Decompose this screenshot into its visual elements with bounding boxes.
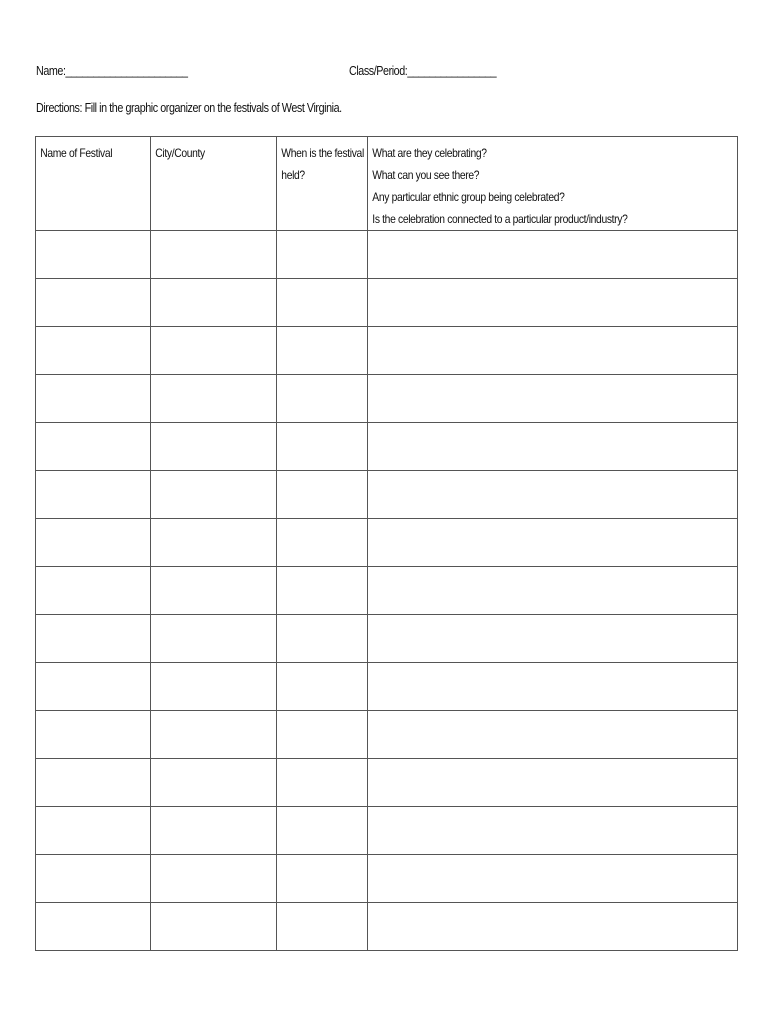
table-row <box>36 663 738 711</box>
class-period-field-label: Class/Period:________________ <box>349 64 497 78</box>
header-city-county-label: City/County <box>155 146 205 160</box>
header-festival-name-label: Name of Festival <box>40 146 113 160</box>
when-held-cell[interactable] <box>277 231 368 279</box>
header-festival-name <box>36 137 151 231</box>
details-cell[interactable] <box>368 663 738 711</box>
details-cell[interactable] <box>368 567 738 615</box>
when-held-cell[interactable] <box>277 519 368 567</box>
header-questions-list <box>368 137 685 230</box>
table-row <box>36 615 738 663</box>
when-held-cell[interactable] <box>277 567 368 615</box>
details-cell[interactable] <box>368 279 738 327</box>
city-county-cell[interactable] <box>151 567 277 615</box>
when-held-cell[interactable] <box>277 903 368 951</box>
festival-name-cell[interactable] <box>36 375 151 423</box>
table-row <box>36 279 738 327</box>
header-questions <box>368 137 738 231</box>
details-cell[interactable] <box>368 855 738 903</box>
festival-name-cell[interactable] <box>36 759 151 807</box>
question-product-industry: Is the celebration connected to a particular product/industry? <box>372 212 628 226</box>
table-row <box>36 471 738 519</box>
when-held-cell[interactable] <box>277 279 368 327</box>
festival-name-cell[interactable] <box>36 567 151 615</box>
details-cell[interactable] <box>368 471 738 519</box>
festival-name-cell[interactable] <box>36 663 151 711</box>
city-county-cell[interactable] <box>151 663 277 711</box>
table-row <box>36 327 738 375</box>
city-county-cell[interactable] <box>151 615 277 663</box>
festival-name-cell[interactable] <box>36 231 151 279</box>
table-row <box>36 519 738 567</box>
festival-name-cell[interactable] <box>36 615 151 663</box>
details-cell[interactable] <box>368 807 738 855</box>
when-held-cell[interactable] <box>277 855 368 903</box>
header-city-county <box>151 137 277 231</box>
festival-name-cell[interactable] <box>36 471 151 519</box>
details-cell[interactable] <box>368 375 738 423</box>
festival-name-cell[interactable] <box>36 807 151 855</box>
table-row <box>36 711 738 759</box>
festival-name-cell[interactable] <box>36 855 151 903</box>
table-row <box>36 855 738 903</box>
table-row <box>36 375 738 423</box>
table-row <box>36 807 738 855</box>
festival-name-cell[interactable] <box>36 279 151 327</box>
city-county-cell[interactable] <box>151 903 277 951</box>
question-see-there: What can you see there? <box>372 168 480 182</box>
city-county-cell[interactable] <box>151 807 277 855</box>
festival-name-cell[interactable] <box>36 423 151 471</box>
when-held-cell[interactable] <box>277 423 368 471</box>
when-held-cell[interactable] <box>277 759 368 807</box>
festival-name-cell[interactable] <box>36 903 151 951</box>
header-when-held <box>277 137 368 231</box>
when-held-cell[interactable] <box>277 807 368 855</box>
details-cell[interactable] <box>368 711 738 759</box>
festival-organizer-table <box>35 136 738 951</box>
table-row <box>36 231 738 279</box>
details-cell[interactable] <box>368 423 738 471</box>
city-county-cell[interactable] <box>151 375 277 423</box>
table-row <box>36 423 738 471</box>
festival-name-cell[interactable] <box>36 519 151 567</box>
festival-name-cell[interactable] <box>36 711 151 759</box>
festival-name-cell[interactable] <box>36 327 151 375</box>
when-held-cell[interactable] <box>277 375 368 423</box>
table-row <box>36 759 738 807</box>
city-county-cell[interactable] <box>151 231 277 279</box>
city-county-cell[interactable] <box>151 519 277 567</box>
city-county-cell[interactable] <box>151 855 277 903</box>
table-header-row <box>36 137 738 231</box>
city-county-cell[interactable] <box>151 711 277 759</box>
city-county-cell[interactable] <box>151 423 277 471</box>
when-held-cell[interactable] <box>277 663 368 711</box>
when-held-cell[interactable] <box>277 711 368 759</box>
details-cell[interactable] <box>368 231 738 279</box>
city-county-cell[interactable] <box>151 471 277 519</box>
city-county-cell[interactable] <box>151 279 277 327</box>
table-row <box>36 903 738 951</box>
when-held-cell[interactable] <box>277 615 368 663</box>
city-county-cell[interactable] <box>151 327 277 375</box>
details-cell[interactable] <box>368 519 738 567</box>
question-ethnic-group: Any particular ethnic group being celebrated? <box>372 190 565 204</box>
details-cell[interactable] <box>368 615 738 663</box>
table-body <box>36 231 738 951</box>
details-cell[interactable] <box>368 327 738 375</box>
question-celebrating: What are they celebrating? <box>372 146 487 160</box>
when-held-cell[interactable] <box>277 327 368 375</box>
when-held-cell[interactable] <box>277 471 368 519</box>
city-county-cell[interactable] <box>151 759 277 807</box>
header-when-held-label: When is the festival held? <box>281 146 364 182</box>
table-row <box>36 567 738 615</box>
directions-text: Directions: Fill in the graphic organizer on the festivals of West Virginia. <box>36 101 342 115</box>
details-cell[interactable] <box>368 759 738 807</box>
details-cell[interactable] <box>368 903 738 951</box>
name-field-label: Name:______________________ <box>36 64 188 78</box>
